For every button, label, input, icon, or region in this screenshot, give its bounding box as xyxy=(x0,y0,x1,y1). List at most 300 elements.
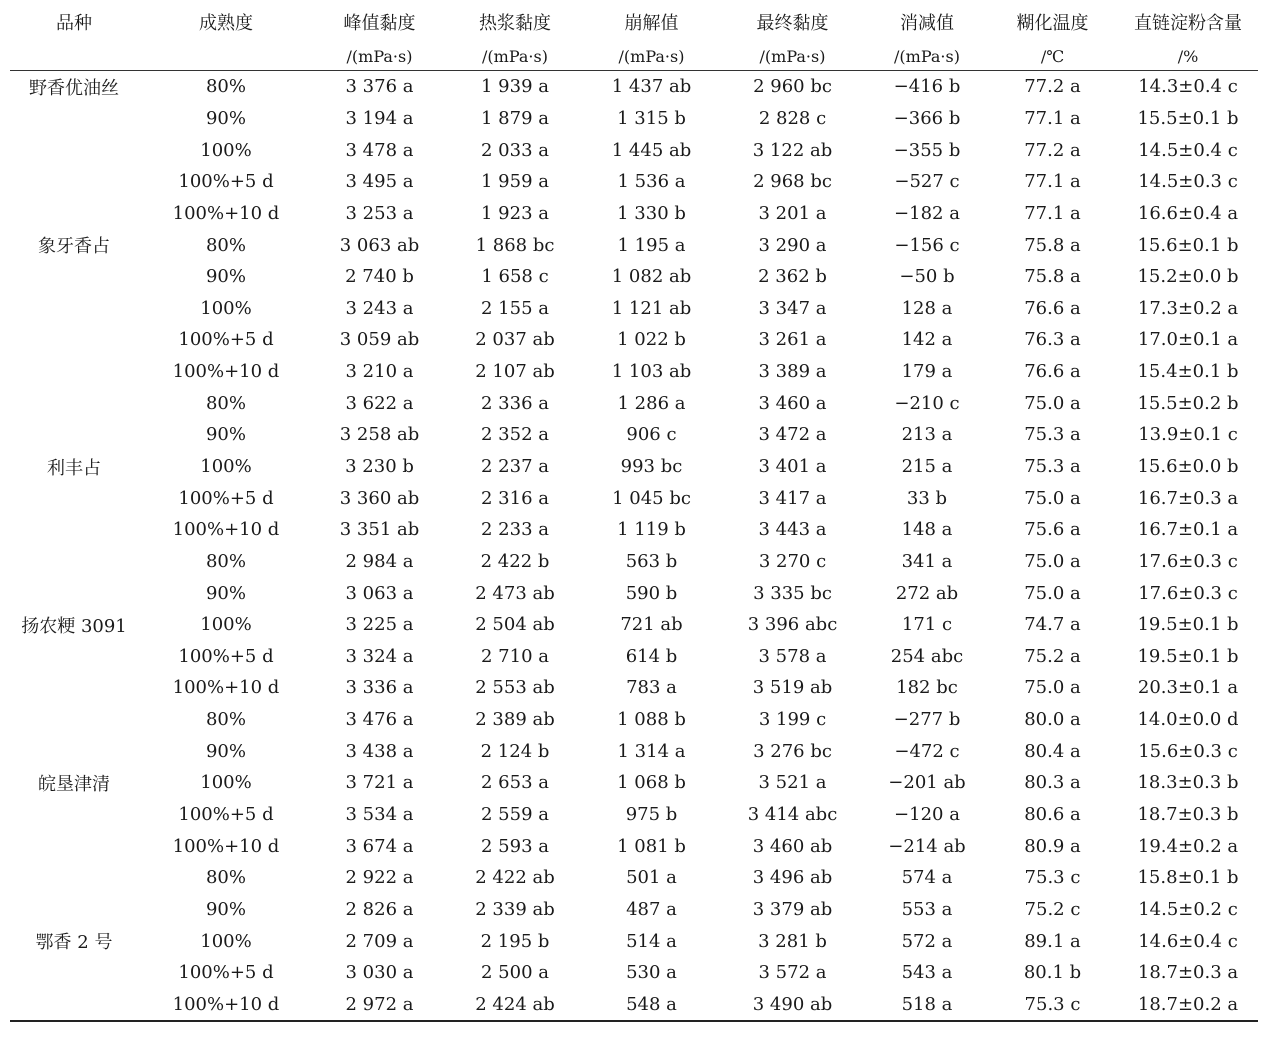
table-row xyxy=(10,799,1258,831)
table-cell: 2 422 b xyxy=(480,550,550,572)
variety-cell xyxy=(10,862,138,894)
variety-cell: 象牙香占 xyxy=(38,236,110,258)
table-cell: 77.2 a xyxy=(1024,76,1081,98)
table-cell: 2 033 a xyxy=(481,139,549,161)
maturity-cell: 100%+10 d xyxy=(172,202,280,224)
table-cell: 75.3 c xyxy=(1024,867,1081,889)
table-cell: 783 a xyxy=(626,677,677,699)
table-cell: 590 b xyxy=(625,582,678,604)
maturity-cell: 100%+10 d xyxy=(172,835,280,857)
table-cell: 3 258 ab xyxy=(339,424,420,446)
table-cell: 1 536 a xyxy=(617,171,686,193)
table-row xyxy=(10,735,1258,767)
column-unit xyxy=(10,42,138,71)
variety-cell xyxy=(10,292,138,324)
table-cell: 1 868 bc xyxy=(475,234,555,256)
table-cell: 3 534 a xyxy=(345,804,414,826)
table-cell: 17.3±0.2 a xyxy=(1137,297,1239,319)
table-cell: 77.1 a xyxy=(1024,171,1081,193)
table-row xyxy=(10,546,1258,578)
table-cell: 128 a xyxy=(901,297,953,319)
table-cell: 3 376 a xyxy=(345,76,414,98)
table-cell: 80.0 a xyxy=(1024,709,1081,731)
table-cell: 572 a xyxy=(901,930,953,952)
column-unit: /(mPa·s) xyxy=(445,42,585,71)
column-unit xyxy=(138,42,314,71)
table-cell: 1 045 bc xyxy=(612,487,691,509)
table-cell: 3 417 a xyxy=(758,487,827,509)
table-cell: 3 335 bc xyxy=(753,582,832,604)
table-row xyxy=(10,989,1258,1022)
table-cell: 15.6±0.1 b xyxy=(1137,234,1239,256)
variety-cell xyxy=(10,989,138,1022)
maturity-cell: 100% xyxy=(200,930,252,952)
table-cell: −277 b xyxy=(893,709,961,731)
table-cell: 553 a xyxy=(901,898,953,920)
table-cell: 18.7±0.3 a xyxy=(1137,962,1239,984)
table-cell: 15.5±0.2 b xyxy=(1137,392,1239,414)
table-cell: 2 195 b xyxy=(480,930,550,952)
table-cell: 3 276 bc xyxy=(753,740,832,762)
table-cell: 2 362 b xyxy=(758,266,827,288)
table-cell: −182 a xyxy=(894,202,960,224)
table-cell: 75.8 a xyxy=(1024,266,1081,288)
table-cell: 3 324 a xyxy=(345,645,414,667)
table-cell: 563 b xyxy=(625,550,678,572)
maturity-cell: 90% xyxy=(205,424,246,446)
table-cell: 614 b xyxy=(625,645,678,667)
table-cell: 182 bc xyxy=(896,677,958,699)
table-cell: 3 063 ab xyxy=(339,234,420,256)
table-cell: 3 396 abc xyxy=(747,614,838,636)
table-cell: 75.2 a xyxy=(1024,645,1081,667)
table-cell: 3 460 a xyxy=(758,392,827,414)
table-cell: 3 030 a xyxy=(345,962,414,984)
table-cell: 2 710 a xyxy=(481,645,549,667)
variety-cell: 扬农粳 3091 xyxy=(21,615,127,637)
table-cell: 15.6±0.0 b xyxy=(1137,456,1239,477)
table-cell: 1 315 b xyxy=(617,107,686,129)
table-cell: 17.6±0.3 c xyxy=(1138,550,1238,572)
table-cell: 2 740 b xyxy=(345,266,414,288)
table-cell: 75.0 a xyxy=(1024,677,1081,699)
table-cell: 2 828 c xyxy=(758,107,827,129)
maturity-cell: 100%+10 d xyxy=(138,989,314,1022)
maturity-cell: 100% xyxy=(200,297,252,319)
table-cell: 75.8 a xyxy=(1024,234,1081,256)
table-cell: 1 088 b xyxy=(617,709,686,731)
table-cell: 75.6 a xyxy=(1024,519,1081,541)
table-row xyxy=(10,103,1258,135)
table-cell: 3 674 a xyxy=(345,835,414,857)
table-cell: 2 424 ab xyxy=(445,989,585,1022)
variety-cell: 利丰占 xyxy=(47,457,101,479)
table-cell: 213 a xyxy=(901,424,953,446)
column-unit: /(mPa·s) xyxy=(718,42,867,71)
variety-cell xyxy=(10,261,138,293)
table-cell: 80.3 a xyxy=(1024,772,1081,794)
table-cell: 75.2 c xyxy=(1024,898,1081,920)
table-cell: −416 b xyxy=(893,76,961,98)
table-cell: 20.3±0.1 a xyxy=(1137,677,1239,699)
column-unit: /% xyxy=(1118,42,1258,71)
table-cell: 3 194 a xyxy=(345,107,414,129)
table-cell: 3 270 c xyxy=(758,550,827,572)
table-cell: 574 a xyxy=(901,867,953,889)
table-cell: 518 a xyxy=(867,989,987,1022)
table-cell: 3 389 a xyxy=(758,361,827,383)
table-cell: 2 124 b xyxy=(480,740,550,762)
table-cell: 2 553 ab xyxy=(475,677,555,699)
table-cell: 1 923 a xyxy=(481,202,549,224)
table-cell: −214 ab xyxy=(888,835,966,857)
table-cell: 74.7 a xyxy=(1024,614,1081,636)
maturity-cell: 90% xyxy=(205,107,246,129)
table-cell: 13.9±0.1 c xyxy=(1138,424,1238,446)
table-cell: 3 336 a xyxy=(345,677,414,699)
table-cell: 1 314 a xyxy=(617,740,686,762)
maturity-cell: 100%+5 d xyxy=(178,487,274,509)
table-cell: 3 122 ab xyxy=(752,139,833,161)
table-cell: 15.5±0.1 b xyxy=(1137,107,1239,129)
column-header: 峰值黏度 xyxy=(343,13,416,34)
table-cell: 2 559 a xyxy=(481,804,549,826)
table-cell: 75.3 a xyxy=(1024,424,1081,446)
table-cell: −201 ab xyxy=(888,772,966,794)
table-cell: 75.3 c xyxy=(987,989,1118,1022)
table-cell: 2 922 a xyxy=(345,867,414,889)
variety-cell xyxy=(10,166,138,198)
table-cell: 17.6±0.3 c xyxy=(1138,582,1238,604)
table-row xyxy=(10,356,1258,388)
table-cell: 975 b xyxy=(625,804,678,826)
table-cell: 75.0 a xyxy=(1024,392,1081,414)
column-unit: /(mPa·s) xyxy=(867,42,987,71)
table-cell: 272 ab xyxy=(895,582,959,604)
table-cell: 3 495 a xyxy=(345,171,414,193)
table-cell: 2 960 bc xyxy=(753,76,832,98)
column-unit: /(mPa·s) xyxy=(585,42,718,71)
maturity-cell: 100%+5 d xyxy=(178,804,274,826)
table-cell: 3 572 a xyxy=(758,962,827,984)
column-unit: /℃ xyxy=(987,42,1118,71)
table-cell: 75.0 a xyxy=(1024,550,1081,572)
table-cell: 1 121 ab xyxy=(611,297,692,319)
table-cell: 993 bc xyxy=(620,456,683,477)
table-cell: 3 261 a xyxy=(758,329,827,351)
table-cell: 14.5±0.3 c xyxy=(1138,171,1238,193)
table-cell: 75.3 a xyxy=(1024,456,1081,477)
table-cell: 18.7±0.2 a xyxy=(1118,989,1258,1022)
table-cell: 179 a xyxy=(901,361,953,383)
maturity-cell: 100%+10 d xyxy=(172,361,280,383)
maturity-cell: 100% xyxy=(200,772,252,794)
variety-cell xyxy=(10,546,138,578)
variety-cell xyxy=(10,830,138,862)
table-cell: 19.5±0.1 b xyxy=(1137,614,1239,636)
table-cell: 3 253 a xyxy=(345,202,414,224)
maturity-cell: 90% xyxy=(205,898,246,920)
table-cell: 77.2 a xyxy=(1024,139,1081,161)
variety-cell xyxy=(10,957,138,989)
unit-row xyxy=(10,42,1258,71)
table-cell: 3 360 ab xyxy=(339,487,420,509)
table-cell: 2 352 a xyxy=(481,424,549,446)
table-cell: 3 210 a xyxy=(345,361,414,383)
table-cell: 1 939 a xyxy=(481,76,549,98)
table-cell: 1 103 ab xyxy=(611,361,692,383)
column-header: 品种 xyxy=(56,13,92,34)
table-cell: 1 068 b xyxy=(617,772,686,794)
table-cell: −527 c xyxy=(894,171,960,193)
table-row xyxy=(10,198,1258,230)
table-cell: 77.1 a xyxy=(1024,202,1081,224)
table-row xyxy=(10,925,1258,957)
variety-cell xyxy=(10,103,138,135)
maturity-cell: 100%+10 d xyxy=(172,677,280,699)
table-cell: 80.6 a xyxy=(1024,804,1081,826)
table-row xyxy=(10,419,1258,451)
variety-cell xyxy=(10,419,138,451)
table-cell: 15.2±0.0 b xyxy=(1137,266,1239,288)
table-cell: 3 230 b xyxy=(345,456,414,477)
maturity-cell: 80% xyxy=(205,234,246,256)
table-cell: 3 721 a xyxy=(345,772,414,794)
table-cell: 80.4 a xyxy=(1024,740,1081,762)
variety-cell xyxy=(10,387,138,419)
table-cell: 3 379 ab xyxy=(752,898,833,920)
column-header: 糊化温度 xyxy=(1016,13,1089,34)
column-unit: /(mPa·s) xyxy=(314,42,445,71)
table-cell: 3 519 ab xyxy=(752,677,833,699)
table-row xyxy=(10,387,1258,419)
maturity-cell: 90% xyxy=(205,582,246,604)
table-cell: 16.7±0.3 a xyxy=(1137,487,1239,509)
table-row xyxy=(10,672,1258,704)
table-cell: 3 401 a xyxy=(758,456,827,477)
table-cell: 530 a xyxy=(626,962,677,984)
table-cell: 1 959 a xyxy=(481,171,549,193)
table-cell: 514 a xyxy=(626,930,677,952)
maturity-cell: 100%+5 d xyxy=(178,645,274,667)
table-cell: 1 330 b xyxy=(617,202,686,224)
maturity-cell: 80% xyxy=(205,867,246,889)
table-row xyxy=(10,166,1258,198)
table-cell: 3 443 a xyxy=(758,519,827,541)
variety-cell xyxy=(10,324,138,356)
table-body xyxy=(10,71,1258,1022)
table-row xyxy=(10,71,1258,103)
table-cell: 16.6±0.4 a xyxy=(1137,202,1239,224)
table-row xyxy=(10,704,1258,736)
table-row xyxy=(10,862,1258,894)
table-cell: 3 521 a xyxy=(758,772,827,794)
table-cell: 1 022 b xyxy=(617,329,686,351)
table-cell: −120 a xyxy=(894,804,960,826)
data-table xyxy=(10,0,1258,1022)
variety-cell xyxy=(10,735,138,767)
table-cell: 3 059 ab xyxy=(339,329,420,351)
table-cell: 3 472 a xyxy=(758,424,827,446)
table-row xyxy=(10,609,1258,641)
column-header: 消减值 xyxy=(900,13,954,34)
variety-cell xyxy=(10,134,138,166)
table-cell: 487 a xyxy=(626,898,677,920)
table-cell: 2 155 a xyxy=(481,297,549,319)
table-cell: 80.1 b xyxy=(1023,962,1082,984)
table-row xyxy=(10,482,1258,514)
variety-cell xyxy=(10,672,138,704)
maturity-cell: 100% xyxy=(200,139,252,161)
table-cell: 341 a xyxy=(901,550,953,572)
table-cell: −366 b xyxy=(893,107,961,129)
table-cell: 3 290 a xyxy=(758,234,827,256)
table-cell: 19.5±0.1 b xyxy=(1137,645,1239,667)
table-row xyxy=(10,830,1258,862)
variety-cell xyxy=(10,198,138,230)
table-cell: 2 593 a xyxy=(481,835,549,857)
table-cell: 3 476 a xyxy=(345,709,414,731)
table-row xyxy=(10,767,1258,799)
table-row xyxy=(10,324,1258,356)
maturity-cell: 100%+5 d xyxy=(178,171,274,193)
table-cell: 33 b xyxy=(906,487,948,509)
table-cell: −472 c xyxy=(894,740,960,762)
table-cell: 2 237 a xyxy=(481,456,549,477)
maturity-cell: 100% xyxy=(200,456,252,477)
table-cell: 548 a xyxy=(585,989,718,1022)
table-cell: 18.7±0.3 b xyxy=(1137,804,1239,826)
table-cell: 3 063 a xyxy=(345,582,414,604)
table-cell: 2 389 ab xyxy=(475,709,555,731)
table-cell: 3 281 b xyxy=(758,930,827,952)
table-row xyxy=(10,577,1258,609)
table-cell: 14.5±0.2 c xyxy=(1138,898,1238,920)
table-cell: 3 622 a xyxy=(345,392,414,414)
table-cell: 1 082 ab xyxy=(611,266,692,288)
table-cell: 2 107 ab xyxy=(475,361,555,383)
variety-cell xyxy=(10,894,138,926)
table-row xyxy=(10,292,1258,324)
maturity-cell: 90% xyxy=(205,740,246,762)
table-cell: 1 437 ab xyxy=(611,76,692,98)
table-cell: 906 c xyxy=(626,424,677,446)
variety-cell xyxy=(10,356,138,388)
maturity-cell: 100%+10 d xyxy=(172,519,280,541)
variety-cell xyxy=(10,641,138,673)
table-cell: 1 658 c xyxy=(481,266,549,288)
table-cell: 17.0±0.1 a xyxy=(1137,329,1239,351)
variety-cell xyxy=(10,799,138,831)
table-cell: 1 195 a xyxy=(617,234,686,256)
table-cell: 1 286 a xyxy=(617,392,686,414)
table-cell: 15.6±0.3 c xyxy=(1138,740,1238,762)
table-cell: 2 653 a xyxy=(481,772,549,794)
table-cell: 77.1 a xyxy=(1024,107,1081,129)
table-cell: 3 478 a xyxy=(345,139,414,161)
maturity-cell: 80% xyxy=(205,392,246,414)
maturity-cell: 90% xyxy=(205,266,246,288)
column-header: 热浆黏度 xyxy=(479,13,551,34)
table-cell: 3 496 ab xyxy=(752,867,833,889)
table-cell: 3 243 a xyxy=(345,297,414,319)
variety-cell: 野香优油丝 xyxy=(29,77,119,99)
table-row xyxy=(10,957,1258,989)
table-cell: 76.6 a xyxy=(1024,361,1081,383)
table-cell: 215 a xyxy=(901,456,953,477)
table-cell: 16.7±0.1 a xyxy=(1137,519,1239,541)
table-cell: 2 504 ab xyxy=(475,614,555,636)
table-cell: −355 b xyxy=(893,139,961,161)
table-cell: 3 347 a xyxy=(758,297,827,319)
maturity-cell: 80% xyxy=(205,76,246,98)
table-cell: 3 199 c xyxy=(758,709,827,731)
table-cell: 2 984 a xyxy=(345,550,414,572)
table-cell: 3 578 a xyxy=(758,645,827,667)
table-cell: 3 414 abc xyxy=(747,804,838,826)
column-header: 崩解值 xyxy=(624,13,679,34)
table-cell: 14.0±0.0 d xyxy=(1137,709,1239,731)
table-cell: 148 a xyxy=(901,519,953,541)
table-cell: 1 445 ab xyxy=(611,139,692,161)
table-cell: 2 422 ab xyxy=(475,867,555,889)
table-cell: 171 c xyxy=(901,614,953,636)
variety-cell: 皖垦津清 xyxy=(38,773,110,795)
table-cell: 1 119 b xyxy=(617,519,686,541)
table-cell: 75.0 a xyxy=(1024,487,1081,509)
table-cell: 3 490 ab xyxy=(718,989,867,1022)
table-cell: 89.1 a xyxy=(1024,930,1081,952)
maturity-cell: 80% xyxy=(205,550,246,572)
table-row xyxy=(10,451,1258,483)
table-cell: 2 316 a xyxy=(481,487,549,509)
table-cell: 19.4±0.2 a xyxy=(1137,835,1239,857)
table-row xyxy=(10,514,1258,546)
table-cell: 543 a xyxy=(901,962,953,984)
table-cell: 14.6±0.4 c xyxy=(1138,930,1238,952)
table-cell: 80.9 a xyxy=(1024,835,1081,857)
maturity-cell: 100% xyxy=(200,614,252,636)
table-cell: 2 233 a xyxy=(481,519,549,541)
table-cell: −50 b xyxy=(899,266,955,288)
table-row xyxy=(10,229,1258,261)
table-cell: 3 201 a xyxy=(758,202,827,224)
table-cell: 501 a xyxy=(626,867,677,889)
maturity-cell: 100%+5 d xyxy=(178,329,274,351)
table-cell: 75.0 a xyxy=(1024,582,1081,604)
variety-cell xyxy=(10,577,138,609)
table-cell: 2 473 ab xyxy=(475,582,555,604)
table-cell: 142 a xyxy=(901,329,953,351)
table-cell: 2 339 ab xyxy=(475,898,555,920)
variety-cell xyxy=(10,704,138,736)
table-cell: −210 c xyxy=(894,392,960,414)
table-cell: 2 336 a xyxy=(481,392,549,414)
table-cell: 76.6 a xyxy=(1024,297,1081,319)
table-cell: 2 826 a xyxy=(345,898,414,920)
table-cell: 2 968 bc xyxy=(753,171,832,193)
table-cell: −156 c xyxy=(894,234,960,256)
table-cell: 3 438 a xyxy=(345,740,414,762)
table-cell: 3 351 ab xyxy=(339,519,420,541)
table-cell: 15.4±0.1 b xyxy=(1137,361,1239,383)
column-header: 成熟度 xyxy=(199,13,253,34)
table-cell: 14.5±0.4 c xyxy=(1138,139,1238,161)
column-header: 直链淀粉含量 xyxy=(1134,13,1242,34)
table-row xyxy=(10,134,1258,166)
variety-cell xyxy=(10,482,138,514)
table-cell: 2 972 a xyxy=(314,989,445,1022)
